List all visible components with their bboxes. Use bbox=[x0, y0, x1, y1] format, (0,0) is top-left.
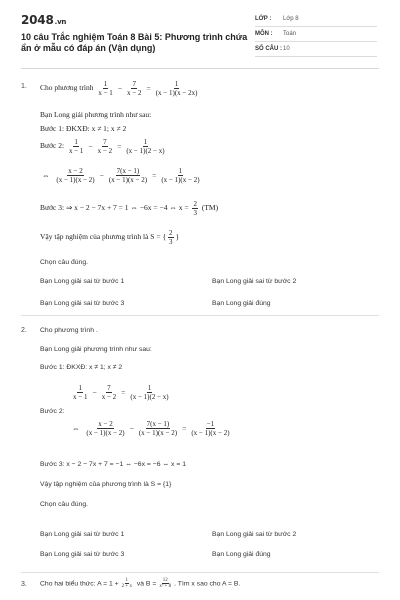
option-c[interactable]: Bạn Long giải sai từ bước 3 bbox=[40, 300, 125, 307]
option-a[interactable]: Bạn Long giải sai từ bước 1 bbox=[40, 278, 125, 285]
step-1: Bước 1: ĐKXĐ: x ≠ 1; x ≠ 2 bbox=[40, 364, 123, 371]
question-number: 1. bbox=[21, 83, 27, 90]
meta-row-count: SỐ CÂU : 10 bbox=[255, 42, 377, 57]
option-d[interactable]: Bạn Long giải đúng bbox=[212, 300, 271, 307]
question-intro: Cho phương trình . bbox=[40, 327, 98, 334]
question-number: 2. bbox=[21, 327, 27, 334]
site-logo[interactable] bbox=[21, 13, 66, 27]
step-3: Bước 3: ⇒ x − 2 − 7x + 7 = 1 ⇔ −6x = −4 ⇔ x = $\frac{2}{3}$ (TM) bbox=[40, 200, 219, 217]
solution-set: Vậy tập nghiệm của phương trình là S = {1} bbox=[40, 481, 172, 488]
option-b[interactable]: Bạn Long giải sai từ bước 2 bbox=[212, 531, 297, 538]
document-title: 10 câu Trắc nghiệm Toán 8 Bài 5: Phương trình chứa ẩn ở mẫu có đáp án (Vận dụng) bbox=[21, 32, 248, 53]
step-3: Bước 3: x − 2 − 7x + 7 = −1 ⇔ −6x = −6 ⇔ x = 1 bbox=[40, 461, 186, 468]
logo-text: 2048 bbox=[21, 13, 54, 27]
solution-set: Vậy tập nghiệm của phương trình là S = { $\frac{2}{3}$ } bbox=[40, 229, 180, 246]
meta-row-class: LỚP : Lớp 8 bbox=[255, 12, 377, 27]
question-divider bbox=[21, 315, 379, 316]
choose-prompt: Chọn câu đúng. bbox=[40, 501, 88, 508]
option-d[interactable]: Bạn Long giải đúng bbox=[212, 551, 271, 558]
solve-intro: Bạn Long giải phương trình như sau: bbox=[40, 346, 152, 353]
step-2-label: Bước 2: bbox=[40, 408, 65, 415]
logo-suffix: .vn bbox=[54, 18, 67, 26]
option-a[interactable]: Bạn Long giải sai từ bước 1 bbox=[40, 531, 125, 538]
option-c[interactable]: Bạn Long giải sai từ bước 3 bbox=[40, 551, 125, 558]
document-header bbox=[0, 0, 400, 62]
meta-table bbox=[255, 12, 377, 57]
step-2b: ⇔ $\frac{x - 2}{(x - 1)(x - 2)}$ − $\frac{7(x - 1)}{(x - 1)(x - 2)}$ = $\frac{1}{(x - 1)(x - 2)}$ bbox=[42, 167, 200, 184]
question-number: 3. bbox=[21, 581, 27, 588]
solve-intro: Bạn Long giải phương trình như sau: bbox=[40, 110, 152, 119]
choose-prompt: Chọn câu đúng. bbox=[40, 259, 88, 266]
meta-row-subject: MÔN : Toán bbox=[255, 27, 377, 42]
step-2a: $\frac{1}{x - 1}$ − $\frac{7}{x - 2}$ = $\frac{1}{(x - 1)(2 - x)}$ bbox=[73, 384, 169, 401]
question-equation: Cho phương trình $\frac{1}{x - 1}$ − $\frac{7}{x - 2}$ = $\frac{1}{(x - 1)(x - 2x)}$ bbox=[40, 80, 198, 97]
header-divider bbox=[21, 68, 379, 69]
option-b[interactable]: Bạn Long giải sai từ bước 2 bbox=[212, 278, 297, 285]
question-divider bbox=[21, 572, 379, 573]
step-1: Bước 1: ĐKXĐ: x ≠ 1; x ≠ 2 bbox=[40, 124, 127, 133]
question-text: Cho hai biểu thức: A = 1 + $\frac{1}{2 + x}$ và B = $\frac{12}{\text{x³ + 8}}$ . Tìm x sao cho A = B. bbox=[40, 578, 241, 589]
step-2b: ⇔ $\frac{x - 2}{(x - 1)(x - 2)}$ − $\frac{7(x - 1)}{(x - 1)(x - 2)}$ = $\frac{-1}{(x - 1)(x - 2)}$ bbox=[72, 420, 230, 437]
step-2a: Bước 2: $\frac{1}{x - 1}$ − $\frac{7}{x - 2}$ = $\frac{1}{(x - 1)(2 - x)}$ bbox=[40, 138, 165, 155]
